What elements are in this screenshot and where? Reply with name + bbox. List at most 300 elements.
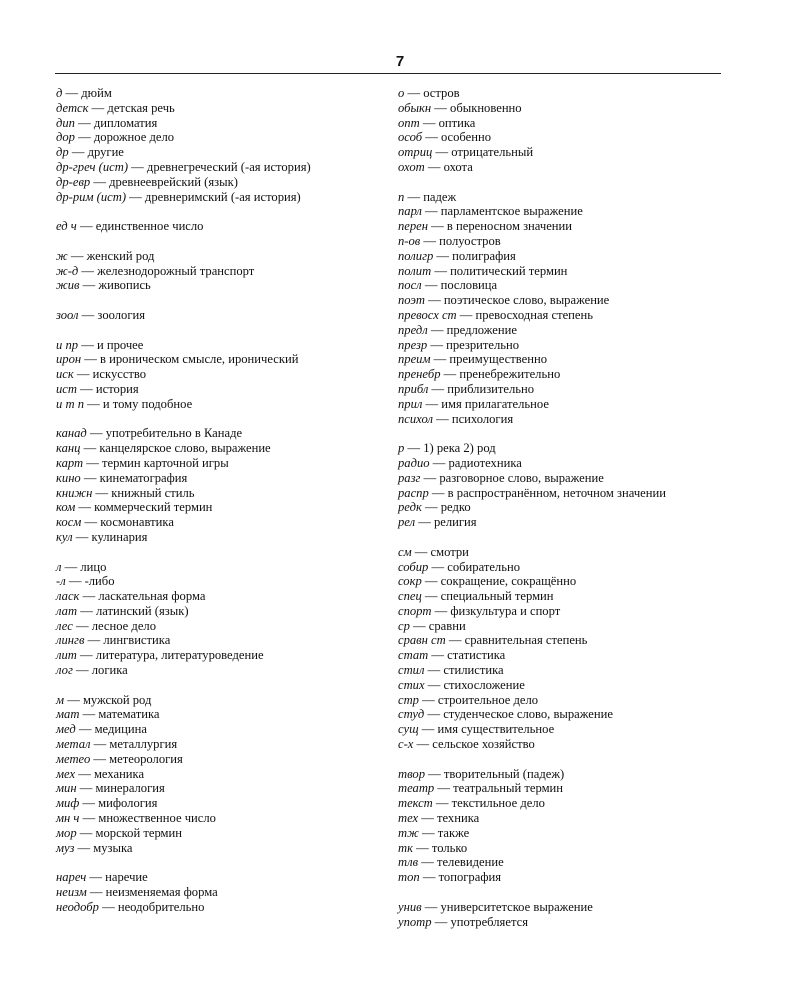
abbreviation: ж <box>56 248 68 263</box>
abbreviation: полигр <box>398 248 434 263</box>
abbreviation: редк <box>398 500 422 515</box>
abbreviation-meaning: — минералогия <box>76 781 165 796</box>
abbreviation: спорт <box>398 603 432 618</box>
abbreviation: ком <box>56 500 76 515</box>
abbreviation-meaning: — телевидение <box>418 855 504 870</box>
abbreviation: топ <box>398 870 420 885</box>
abbreviation: п <box>398 189 405 204</box>
abbreviation-entry <box>56 885 396 900</box>
abbreviation-meaning: — стихосложение <box>424 677 525 692</box>
abbreviation-meaning: — сокращение, сокращённо <box>421 574 577 589</box>
abbreviation-entry <box>56 367 396 382</box>
abbreviation-entry <box>398 826 738 841</box>
abbreviation: метео <box>56 751 91 766</box>
abbreviation: сокр <box>398 574 422 589</box>
abbreviation-entry <box>398 397 738 412</box>
abbreviation-meaning: — неизменяемая форма <box>86 885 218 900</box>
abbreviation-meaning: — презрительно <box>427 337 520 352</box>
abbreviation-meaning: — превосходная степень <box>456 307 593 322</box>
abbreviation-entry <box>398 145 738 160</box>
abbreviation-entry <box>398 515 738 530</box>
abbreviation-group <box>398 767 738 885</box>
abbreviation: тех <box>398 811 419 826</box>
abbreviation-group <box>56 560 396 678</box>
abbreviation-entry <box>56 811 396 826</box>
abbreviation-meaning: — остров <box>404 86 460 100</box>
abbreviation-meaning: — полуостров <box>420 233 501 248</box>
abbreviation-meaning: — в распространённом, неточном значении <box>428 485 666 500</box>
abbreviation: неизм <box>56 885 87 900</box>
abbreviation-meaning: — механика <box>75 766 145 781</box>
abbreviation-meaning: — множественное число <box>79 811 216 826</box>
abbreviation: ср <box>398 618 410 633</box>
abbreviation-entry <box>56 86 396 101</box>
abbreviation-meaning: — статистика <box>428 648 506 663</box>
abbreviation-meaning: — кинематография <box>80 470 188 485</box>
abbreviation-entry <box>56 264 396 279</box>
abbreviation-meaning: — университетское выражение <box>421 899 593 914</box>
abbreviation-entry <box>398 204 738 219</box>
abbreviation-entry <box>398 545 738 560</box>
abbreviation-entry <box>56 767 396 782</box>
abbreviation-group <box>398 86 738 175</box>
abbreviation-entry <box>56 560 396 575</box>
abbreviation-entry <box>56 604 396 619</box>
abbreviation: ласк <box>56 589 80 604</box>
abbreviation-meaning: — древнееврейский (язык) <box>90 174 238 189</box>
abbreviation-group <box>56 308 396 323</box>
abbreviation-entry <box>398 678 738 693</box>
abbreviation-meaning: — мифология <box>79 796 158 811</box>
abbreviation-meaning: — наречие <box>86 870 148 885</box>
abbreviation-entry <box>398 781 738 796</box>
abbreviation: мин <box>56 781 77 796</box>
abbreviation-meaning: — медицина <box>75 722 147 737</box>
abbreviation: радио <box>398 455 430 470</box>
right-column <box>398 86 738 944</box>
abbreviation: текст <box>398 796 433 811</box>
abbreviation-group <box>56 338 396 412</box>
left-column <box>56 86 396 929</box>
abbreviation: стат <box>398 648 429 663</box>
abbreviation-meaning: — поэтическое слово, выражение <box>424 293 610 308</box>
abbreviation: собир <box>398 559 429 574</box>
abbreviation: распр <box>398 485 429 500</box>
abbreviation-meaning: — логика <box>72 663 128 678</box>
abbreviation-entry <box>56 737 396 752</box>
abbreviation-entry <box>398 604 738 619</box>
abbreviation: особ <box>398 130 423 145</box>
abbreviation-entry <box>398 86 738 101</box>
abbreviation: унив <box>398 899 422 914</box>
abbreviation-meaning: — техника <box>418 811 480 826</box>
abbreviation-meaning: — топография <box>419 870 502 885</box>
abbreviation-meaning: — неодобрительно <box>98 899 205 914</box>
abbreviation-entry <box>56 722 396 737</box>
abbreviation-meaning: — кулинария <box>72 529 148 544</box>
abbreviation-entry <box>398 796 738 811</box>
abbreviation-meaning: — полиграфия <box>433 248 516 263</box>
abbreviation: муз <box>56 840 75 855</box>
abbreviation: парл <box>398 204 422 219</box>
abbreviation-entry <box>56 486 396 501</box>
abbreviation-meaning: — преимущественно <box>430 352 547 367</box>
abbreviation-entry <box>56 338 396 353</box>
abbreviation: разг <box>398 470 421 485</box>
abbreviation-entry <box>398 234 738 249</box>
abbreviation: мор <box>56 825 77 840</box>
abbreviation: неодобр <box>56 899 99 914</box>
abbreviation-meaning: — строительное дело <box>418 692 539 707</box>
abbreviation-meaning: — отрицательный <box>432 145 534 160</box>
abbreviation: пренебр <box>398 367 441 382</box>
abbreviation: спец <box>398 589 422 604</box>
abbreviation-entry <box>398 338 738 353</box>
abbreviation: отриц <box>398 145 433 160</box>
abbreviation-entry <box>56 633 396 648</box>
abbreviation-entry <box>56 441 396 456</box>
abbreviation-entry <box>56 116 396 131</box>
abbreviation-meaning: — религия <box>415 515 477 530</box>
abbreviation: м <box>56 692 65 707</box>
abbreviation-meaning: — имя существительное <box>418 722 555 737</box>
abbreviation-meaning: — лицо <box>61 559 107 574</box>
abbreviation: предл <box>398 322 428 337</box>
abbreviation: см <box>398 544 412 559</box>
abbreviation: лес <box>56 618 73 633</box>
abbreviation-entry <box>56 382 396 397</box>
abbreviation: стр <box>398 692 419 707</box>
abbreviation: нареч <box>56 870 87 885</box>
abbreviation: мн ч <box>56 811 80 826</box>
abbreviation-entry <box>56 826 396 841</box>
abbreviation-entry <box>398 663 738 678</box>
abbreviation-entry <box>398 737 738 752</box>
abbreviation: о <box>398 86 405 100</box>
abbreviation-entry <box>398 412 738 427</box>
abbreviation: карт <box>56 455 84 470</box>
abbreviation-meaning: — собирательно <box>428 559 520 574</box>
abbreviation-group <box>56 693 396 856</box>
abbreviation-entry <box>56 145 396 160</box>
abbreviation-entry <box>56 219 396 234</box>
abbreviation-entry <box>56 707 396 722</box>
abbreviation-meaning: — также <box>418 825 470 840</box>
abbreviation-meaning: — книжный стиль <box>92 485 195 500</box>
abbreviation-meaning: — особенно <box>422 130 492 145</box>
abbreviation-meaning: — латинский (язык) <box>77 603 189 618</box>
abbreviation-entry <box>398 648 738 663</box>
abbreviation-entry <box>398 767 738 782</box>
abbreviation-entry <box>398 264 738 279</box>
abbreviation-meaning: — сельское хозяйство <box>413 737 535 752</box>
abbreviation-meaning: — лингвистика <box>84 633 171 648</box>
abbreviation-group <box>56 870 396 914</box>
abbreviation-meaning: — театральный термин <box>434 781 564 796</box>
abbreviation-meaning: — сравнительная степень <box>445 633 588 648</box>
abbreviation: поэт <box>398 293 425 308</box>
abbreviation: лит <box>56 648 77 663</box>
abbreviation-meaning: — другие <box>68 145 124 160</box>
abbreviation: опт <box>398 115 420 130</box>
abbreviation-meaning: — радиотехника <box>429 455 522 470</box>
abbreviation-entry <box>398 130 738 145</box>
abbreviation: перен <box>398 219 429 234</box>
abbreviation-entry <box>398 560 738 575</box>
abbreviation: мех <box>56 766 76 781</box>
abbreviation-entry <box>56 589 396 604</box>
abbreviation: тж <box>398 825 419 840</box>
abbreviation-entry <box>398 841 738 856</box>
abbreviation: тлв <box>398 855 419 870</box>
abbreviation: употр <box>398 914 432 929</box>
abbreviation-entry <box>398 486 738 501</box>
abbreviation-entry <box>56 160 396 175</box>
abbreviation-meaning: — только <box>413 840 468 855</box>
abbreviation-entry <box>398 308 738 323</box>
abbreviation-entry <box>56 249 396 264</box>
abbreviation-entry <box>398 722 738 737</box>
abbreviation-meaning: — парламентское выражение <box>421 204 583 219</box>
header-rule <box>55 73 721 74</box>
abbreviation-meaning: — текстильное дело <box>432 796 545 811</box>
abbreviation-meaning: — в ироническом смысле, иронический <box>81 352 299 367</box>
abbreviation: р <box>398 441 405 456</box>
abbreviation: миф <box>56 796 80 811</box>
abbreviation: ирон <box>56 352 82 367</box>
abbreviation-meaning: — дорожное дело <box>74 130 175 145</box>
abbreviation: стих <box>398 677 425 692</box>
abbreviation-meaning: — математика <box>79 707 160 722</box>
abbreviation: рел <box>398 515 416 530</box>
abbreviation-group <box>398 900 738 930</box>
abbreviation-entry <box>398 219 738 234</box>
abbreviation-entry <box>398 249 738 264</box>
abbreviation-group <box>398 441 738 530</box>
abbreviation: дип <box>56 115 75 130</box>
abbreviation: зоол <box>56 307 79 322</box>
abbreviation: ж-д <box>56 263 79 278</box>
abbreviation: стил <box>398 663 425 678</box>
abbreviation-meaning: — физкультура и спорт <box>431 603 561 618</box>
abbreviation-entry <box>398 441 738 456</box>
abbreviation-entry <box>398 633 738 648</box>
abbreviation: д <box>56 86 63 100</box>
abbreviation-meaning: — морской термин <box>76 825 182 840</box>
abbreviation-group <box>56 249 396 293</box>
abbreviation-meaning: — космонавтика <box>81 515 174 530</box>
abbreviation-entry <box>56 101 396 116</box>
abbreviation-meaning: — в переносном значении <box>428 219 573 234</box>
abbreviation-meaning: — литература, литературоведение <box>76 648 264 663</box>
abbreviation-entry <box>398 471 738 486</box>
abbreviation: п-ов <box>398 233 421 248</box>
abbreviation-meaning: — обыкновенно <box>431 100 522 115</box>
abbreviation: психол <box>398 411 433 426</box>
abbreviation-entry <box>56 530 396 545</box>
abbreviation-meaning: — термин карточной игры <box>83 455 229 470</box>
abbreviation-entry <box>398 160 738 175</box>
abbreviation-entry <box>398 101 738 116</box>
abbreviation-entry <box>56 456 396 471</box>
abbreviation: др-греч (ист) <box>56 159 129 174</box>
abbreviation: детск <box>56 100 89 115</box>
abbreviation: кул <box>56 529 73 544</box>
abbreviation-entry <box>56 841 396 856</box>
abbreviation: сравн ст <box>398 633 446 648</box>
abbreviation-entry <box>56 663 396 678</box>
abbreviation: посл <box>398 278 422 293</box>
abbreviation: презр <box>398 337 428 352</box>
page-number: 7 <box>395 53 405 70</box>
abbreviation-entry <box>398 811 738 826</box>
abbreviation-meaning: — специальный термин <box>421 589 554 604</box>
abbreviation-entry <box>56 426 396 441</box>
abbreviation-meaning: — и тому подобное <box>84 396 193 411</box>
abbreviation: охот <box>398 159 425 174</box>
abbreviation-meaning: — падеж <box>404 189 457 204</box>
abbreviation-entry <box>398 589 738 604</box>
abbreviation-meaning: — единственное число <box>76 219 204 234</box>
abbreviation-entry <box>398 323 738 338</box>
abbreviation: и т п <box>56 396 84 411</box>
abbreviation: метал <box>56 737 91 752</box>
abbreviation-entry <box>398 352 738 367</box>
abbreviation-entry <box>398 870 738 885</box>
abbreviation-meaning: — пословица <box>421 278 498 293</box>
abbreviation: др-рим (ист) <box>56 189 127 204</box>
abbreviation-meaning: — лесное дело <box>72 618 157 633</box>
abbreviation-entry <box>56 900 396 915</box>
abbreviation-meaning: — пренебрежительно <box>440 367 561 382</box>
abbreviation-meaning: — древнегреческий (-ая история) <box>128 159 311 174</box>
abbreviation-entry <box>398 293 738 308</box>
abbreviation-group <box>56 86 396 204</box>
abbreviation: мат <box>56 707 80 722</box>
abbreviation: ед ч <box>56 219 77 234</box>
abbreviation: др-евр <box>56 174 91 189</box>
abbreviation-meaning: — дипломатия <box>74 115 158 130</box>
abbreviation-entry <box>56 870 396 885</box>
abbreviation-meaning: — детская речь <box>88 100 175 115</box>
abbreviation: ист <box>56 381 77 396</box>
abbreviation-meaning: — древнеримский (-ая история) <box>126 189 301 204</box>
abbreviation-entry <box>56 781 396 796</box>
abbreviation-meaning: — искусство <box>73 367 147 382</box>
abbreviation-meaning: — предложение <box>427 322 517 337</box>
abbreviation-meaning: — редко <box>421 500 471 515</box>
abbreviation-meaning: — приблизительно <box>428 381 535 396</box>
abbreviation: и пр <box>56 337 79 352</box>
abbreviation: канад <box>56 426 87 441</box>
abbreviation-group <box>398 545 738 752</box>
abbreviation-entry <box>398 456 738 471</box>
abbreviation-group <box>56 426 396 544</box>
abbreviation-meaning: — и прочее <box>78 337 144 352</box>
abbreviation: канц <box>56 441 81 456</box>
abbreviation-entry <box>56 574 396 589</box>
abbreviation: дор <box>56 130 75 145</box>
abbreviation-entry <box>398 278 738 293</box>
abbreviation: л <box>56 559 62 574</box>
abbreviation: с-х <box>398 737 414 752</box>
abbreviation: обыкн <box>398 100 432 115</box>
abbreviation: -л <box>56 574 66 589</box>
abbreviation: жив <box>56 278 80 293</box>
abbreviation-entry <box>398 382 738 397</box>
abbreviation-group <box>56 219 396 234</box>
abbreviation: косм <box>56 515 82 530</box>
abbreviation-meaning: — творительный (падеж) <box>425 766 565 781</box>
abbreviation-meaning: — имя прилагательное <box>422 396 549 411</box>
abbreviation-entry <box>56 648 396 663</box>
abbreviation-meaning: — металлургия <box>90 737 178 752</box>
abbreviation: полит <box>398 263 432 278</box>
abbreviation-entry <box>398 900 738 915</box>
abbreviation-meaning: — оптика <box>419 115 476 130</box>
abbreviation-entry <box>56 278 396 293</box>
abbreviation-entry <box>56 619 396 634</box>
abbreviation-meaning: — ласкательная форма <box>79 589 206 604</box>
abbreviation-meaning: — разговорное слово, выражение <box>420 470 604 485</box>
abbreviation-entry <box>56 752 396 767</box>
abbreviation-meaning: — студенческое слово, выражение <box>424 707 613 722</box>
abbreviation-entry <box>398 619 738 634</box>
abbreviation: прил <box>398 396 423 411</box>
abbreviation-meaning: — живопись <box>79 278 151 293</box>
abbreviation-meaning: — употребляется <box>431 914 528 929</box>
abbreviation-entry <box>398 367 738 382</box>
abbreviation-meaning: — дюйм <box>62 86 112 100</box>
abbreviation: мед <box>56 722 76 737</box>
abbreviation: иск <box>56 367 74 382</box>
abbreviation: книжн <box>56 485 93 500</box>
abbreviation: превосх ст <box>398 307 457 322</box>
abbreviation-meaning: — музыка <box>74 840 133 855</box>
abbreviation-meaning: — психология <box>432 411 514 426</box>
abbreviation-entry <box>398 915 738 930</box>
abbreviation-entry <box>56 175 396 190</box>
abbreviation-entry <box>56 515 396 530</box>
abbreviation-meaning: — смотри <box>411 544 469 559</box>
abbreviation-entry <box>398 574 738 589</box>
abbreviation-meaning: — 1) река 2) род <box>404 441 496 456</box>
abbreviation: др <box>56 145 69 160</box>
abbreviation-entry <box>56 500 396 515</box>
abbreviation-entry <box>56 471 396 486</box>
abbreviation: преим <box>398 352 431 367</box>
abbreviation-entry <box>398 116 738 131</box>
abbreviation-entry <box>56 397 396 412</box>
abbreviation-entry <box>398 190 738 205</box>
abbreviation-meaning: — женский род <box>67 248 155 263</box>
abbreviation: лат <box>56 603 78 618</box>
abbreviation-meaning: — история <box>76 381 139 396</box>
abbreviation: лингв <box>56 633 85 648</box>
abbreviation-entry <box>56 693 396 708</box>
abbreviation-meaning: — стилистика <box>424 663 504 678</box>
abbreviation-meaning: — метеорология <box>90 751 183 766</box>
abbreviation: прибл <box>398 381 429 396</box>
abbreviation-meaning: — употребительно в Канаде <box>86 426 243 441</box>
abbreviation: сущ <box>398 722 419 737</box>
abbreviation-meaning: — политический термин <box>431 263 568 278</box>
abbreviation-meaning: — коммерческий термин <box>75 500 213 515</box>
abbreviation: лог <box>56 663 73 678</box>
abbreviation-entry <box>56 352 396 367</box>
abbreviation-meaning: — -либо <box>65 574 115 589</box>
abbreviation-entry <box>398 707 738 722</box>
